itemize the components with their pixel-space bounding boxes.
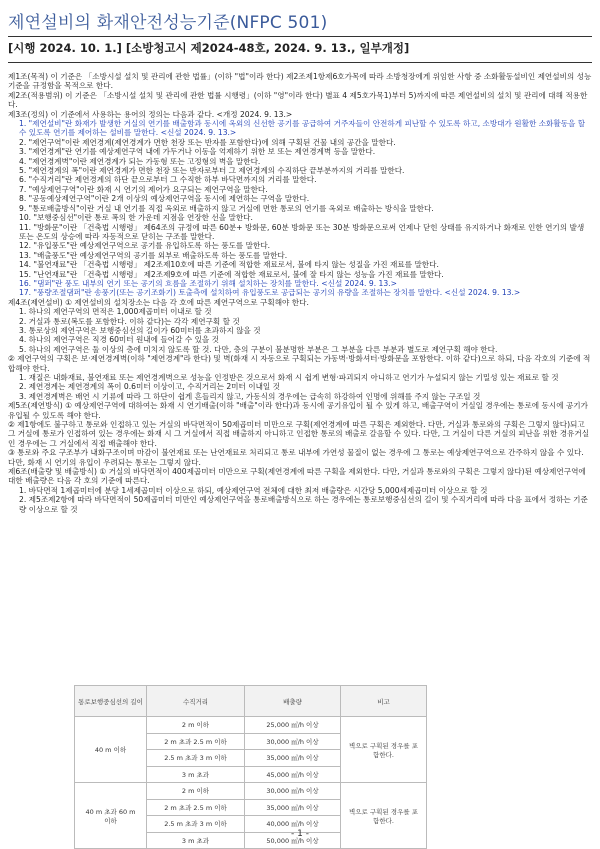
exhaust-volume-table bbox=[74, 685, 427, 849]
article-4-item-3: 3. 통로상의 제연구역은 보행중심선의 길이가 60미터를 초과하지 않을 것 bbox=[19, 325, 261, 335]
subtitle-divider bbox=[8, 62, 592, 63]
article-6-item-1: 1. 바닥면적 1제곱미터에 분당 1세제곱미터 이상으로 하되, 예상제연구역 전체에 대한 최저 배출량은 시간당 5,000세제곱미터 이상으로 할 것 bbox=[19, 485, 488, 495]
article-4-para-2-item-3: 3. 제연경계벽은 배연 시 기류에 따라 그 하단이 쉽게 흔들리지 않고, 가동식의 경우에는 급속히 하강하여 인명에 위해를 주지 않는 구조일 것 bbox=[19, 391, 481, 401]
article-2: 제2조(적용범위) 이 기준은 「소방시설 설치 및 관리에 관한 법률 시행령」(이하 "영"이라 한다) 별표 4 제5호가목1)부터 5)까지에 따른 제연설비의 설치 및 관리에 대해 적용한다. bbox=[8, 90, 588, 110]
definition-14: 14. "불연재료"란 「건축법 시행령」 제2조제10호에 따른 기준에 적합한 재료로서, 불에 타지 않는 성질을 가진 재료를 말한다. bbox=[19, 260, 439, 270]
amount-cell: 45,000 ㎥/h 이상 bbox=[245, 766, 341, 783]
article-3: 제3조(정의) 이 기준에서 사용하는 용어의 정의는 다음과 같다. <개정 2024. 9. 13.> bbox=[8, 109, 293, 119]
vertical-cell: 2.5 m 초과 3 m 이하 bbox=[147, 750, 245, 767]
note-cell: 벽으로 구획된 경우를 포함한다. bbox=[341, 717, 427, 783]
definition-2: 2. "제연구역"이란 제연경계(제연경계가 면한 천장 또는 반자를 포함한다)에 의해 구획된 건물 내의 공간을 말한다. bbox=[19, 137, 396, 147]
document-title: 제연설비의 화재안전성능기준(NFPC 501) bbox=[8, 13, 328, 33]
article-4-para-2: ② 제연구역의 구획은 보·제연경계벽(이하 "제연경계"라 한다) 및 벽(화재 시 자동으로 구획되는 가동벽·방화셔터·방화문을 포함한다. 이하 같다)으로 하되, 다음 각호의 기준에 적합해야 한다. bbox=[8, 354, 591, 373]
definition-8: 8. "공동예상제연구역"이란 2개 이상의 예상제연구역을 동시에 제연하는 구역을 말한다. bbox=[19, 194, 310, 204]
article-4-item-4: 4. 하나의 제연구역은 직경 60미터 원내에 들어갈 수 있을 것 bbox=[19, 335, 220, 345]
definition-10: 10. "보행중심선"이란 통로 폭의 한 가운데 지점을 연장한 선을 말한다. bbox=[19, 213, 253, 223]
definition-7: 7. "예상제연구역"이란 화재 시 연기의 제어가 요구되는 제연구역을 말한다. bbox=[19, 184, 268, 194]
definition-12: 12. "유입풍도"란 예상제연구역으로 공기를 유입하도록 하는 풍도를 말한다. bbox=[19, 241, 271, 251]
article-4-para-2-item-1: 1. 재질은 내화재료, 불연재료 또는 제연경계벽으로 성능을 인정받은 것으로서 화재 시 쉽게 변형·파괴되지 아니하고 연기가 누설되지 않는 기밀성 있는 재료로 할 것 bbox=[19, 373, 559, 382]
definition-9: 9. "통로배출방식"이란 거실 내 연기를 직접 옥외로 배출하지 않고 거실에 면한 통로의 연기를 옥외로 배출하는 방식을 말한다. bbox=[19, 203, 434, 213]
header-note: 비고 bbox=[341, 686, 427, 717]
header-amount: 배출량 bbox=[245, 686, 341, 717]
article-5-para-2: ② 제1항에도 불구하고 통로와 인접하고 있는 거실의 바닥면적이 50제곱미터 미만으로 구획(제연경계에 따른 구획은 제외한다. 다만, 거실과 통로와의 구획은 그렇지 않다)되고 그 거실에 통로가 인접하여 있는 경우에는 화재 시 그 거실에서 직접 배출하지 아니하고 인접한 통로의 배출로 갈음할 수 있다. 다만, 그 거실이 다른 거실의 피난을 위한 경유거실인 경우에는 그 거실에서 직접 배출해야 한다. bbox=[8, 420, 590, 448]
table-row bbox=[75, 783, 427, 800]
amount-cell: 30,000 ㎥/h 이상 bbox=[245, 733, 341, 750]
vertical-cell: 2 m 이하 bbox=[147, 783, 245, 800]
amount-cell: 40,000 ㎥/h 이상 bbox=[245, 816, 341, 833]
article-4-item-2: 2. 거실과 통로(복도를 포함한다. 이하 같다)는 각각 제연구획 할 것 bbox=[19, 316, 240, 326]
definition-13: 13. "배출풍도"란 예상제연구역의 공기를 외부로 배출하도록 하는 풍도를 말한다. bbox=[19, 250, 288, 260]
article-6-item-2: 2. 제5조제2항에 따라 바닥면적이 50제곱미터 미만인 예상제연구역을 통로배출방식으로 하는 경우에는 통로보행중심선의 길이 및 수직거리에 따라 다음 표에서 정하는 기준량 이상으로 할 것 bbox=[19, 495, 588, 514]
amount-cell: 30,000 ㎥/h 이상 bbox=[245, 783, 341, 800]
definition-5: 5. "제연경계의 폭"이란 제연경계가 면한 천장 또는 반자로부터 그 제연경계의 수직하단 끝부분까지의 거리를 말한다. bbox=[19, 166, 405, 176]
article-4-para-2-item-2: 2. 제연경계는 제연경계의 폭이 0.6미터 이상이고, 수직거리는 2미터 이내일 것 bbox=[19, 382, 281, 392]
header-vertical: 수직거리 bbox=[147, 686, 245, 717]
article-6: 제6조(배출량 및 배출방식) ① 거실의 바닥면적이 400제곱미터 미만으로 구획(제연경계에 따른 구획을 제외한다. 다만, 거실과 통로와의 구획은 그렇지 않다)된 예상제연구역에 대한 배출량은 다음 각 호의 기준에 따른다. bbox=[8, 467, 586, 486]
definition-6: 6. "수직거리"란 제연경계의 하단 끝으로부터 그 수직한 하부 바닥면까지의 거리를 말한다. bbox=[19, 175, 317, 185]
definition-4: 4. "제연경계벽"이란 제연경계가 되는 가동형 또는 고정형의 벽을 말한다. bbox=[19, 156, 261, 166]
definition-1: 1. "제연설비"란 화재가 발생한 거실의 연기를 배출함과 동시에 옥외의 신선한 공기를 공급하여 거주자들이 안전하게 피난할 수 있도록 하고, 소방대가 원활한 소화활동을 할 수 있도록 연기를 제어하는 설비를 말한다. <신설 2024. 9. 13.> bbox=[19, 119, 586, 138]
title-divider bbox=[8, 36, 592, 37]
header-length: 통로보행중심선의 길이 bbox=[75, 686, 147, 717]
document-body bbox=[8, 72, 592, 514]
definition-15: 15. "난연재료"란 「건축법 시행령」 제2조제9호에 따른 기준에 적합한 재료로서, 불에 잘 타지 않는 성능을 가진 재료를 말한다. bbox=[19, 269, 444, 279]
vertical-cell: 2.5 m 초과 3 m 이하 bbox=[147, 816, 245, 833]
article-5: 제5조(제연방식) ① 예상제연구역에 대하여는 화재 시 연기배출(이하 "배출"이라 한다)과 동시에 공기유입이 될 수 있게 하고, 배출구역이 거실일 경우에는 통로에 동시에 공기가 유입될 수 있도록 해야 한다. bbox=[8, 401, 588, 420]
amount-cell: 35,000 ㎥/h 이상 bbox=[245, 750, 341, 767]
amount-cell: 50,000 ㎥/h 이상 bbox=[245, 832, 341, 849]
definition-17: 17. "풍량조절댐퍼"란 송풍기(또는 공기조화기) 토출측에 설치하여 유입풍도로 공급되는 공기의 유량을 조절하는 장치를 말한다. <신설 2024. 9. 13.> bbox=[19, 288, 521, 298]
vertical-cell: 2 m 초과 2.5 m 이하 bbox=[147, 799, 245, 816]
note-cell: 벽으로 구획된 경우를 포함한다. bbox=[341, 783, 427, 849]
article-4-item-1: 1. 하나의 제연구역의 면적은 1,000제곱미터 이내로 할 것 bbox=[19, 307, 212, 317]
vertical-cell: 2 m 초과 2.5 m 이하 bbox=[147, 733, 245, 750]
page-number: - 1 - bbox=[291, 829, 309, 839]
article-4: 제4조(제연설비) ① 제연설비의 설치장소는 다음 각 호에 따른 제연구역으로 구획해야 한다. bbox=[8, 297, 309, 307]
table-row bbox=[75, 717, 427, 734]
definition-16: 16. "댐퍼"란 풍도 내부의 연기 또는 공기의 흐름을 조절하기 위해 설치하는 장치를 말한다. <신설 2024. 9. 13.> bbox=[19, 278, 397, 288]
article-1: 제1조(목적) 이 기준은 「소방시설 설치 및 관리에 관한 법률」(이하 "법"이라 한다) 제2조제1항제6호가목에 따라 소방청장에게 위임한 사항 중 소화활동설비인 제연설비의 성능기준을 규정함을 목적으로 한다. bbox=[8, 72, 592, 91]
definition-11: 11. "방화문"이란 「건축법 시행령」 제64조의 규정에 따른 60분+ 방화문, 60분 방화문 또는 30분 방화문으로써 언제나 닫힌 상태를 유지하거나 화재로 인한 연기의 발생 또는 온도의 상승에 따라 자동적으로 닫히는 구조를 말한다. bbox=[19, 222, 585, 241]
definition-3: 3. "제연경계"란 연기를 예상제연구역 내에 가두거나 이동을 억제하기 위한 보 또는 제연경계벽 등을 말한다. bbox=[19, 147, 376, 157]
vertical-cell: 2 m 이하 bbox=[147, 717, 245, 734]
article-5-para-3: ③ 통로와 주요 구조부가 내화구조이며 마감이 불연재료 또는 난연재료로 처리되고 통로 내부에 가연성 물질이 없는 경우에 그 통로는 예상제연구역으로 간주하지 않을 수 있다. 다만, 화재 시 연기의 유입이 우려되는 통로는 그렇지 않다. bbox=[8, 448, 584, 467]
amount-cell: 35,000 ㎥/h 이상 bbox=[245, 799, 341, 816]
vertical-cell: 3 m 초과 bbox=[147, 766, 245, 783]
article-4-item-5: 5. 하나의 제연구역은 둘 이상의 층에 미치지 않도록 할 것. 다만, 층의 구분이 불분명한 부분은 그 부분을 다른 부분과 별도로 제연구획 해야 한다. bbox=[19, 344, 498, 354]
vertical-cell: 3 m 초과 bbox=[147, 832, 245, 849]
document-subtitle: [시행 2024. 10. 1.] [소방청고시 제2024-48호, 2024. 9. 13., 일부개정] bbox=[8, 41, 410, 55]
amount-cell: 25,000 ㎥/h 이상 bbox=[245, 717, 341, 734]
length-cell: 40 m 초과 60 m 이하 bbox=[75, 783, 147, 849]
length-cell: 40 m 이하 bbox=[75, 717, 147, 783]
